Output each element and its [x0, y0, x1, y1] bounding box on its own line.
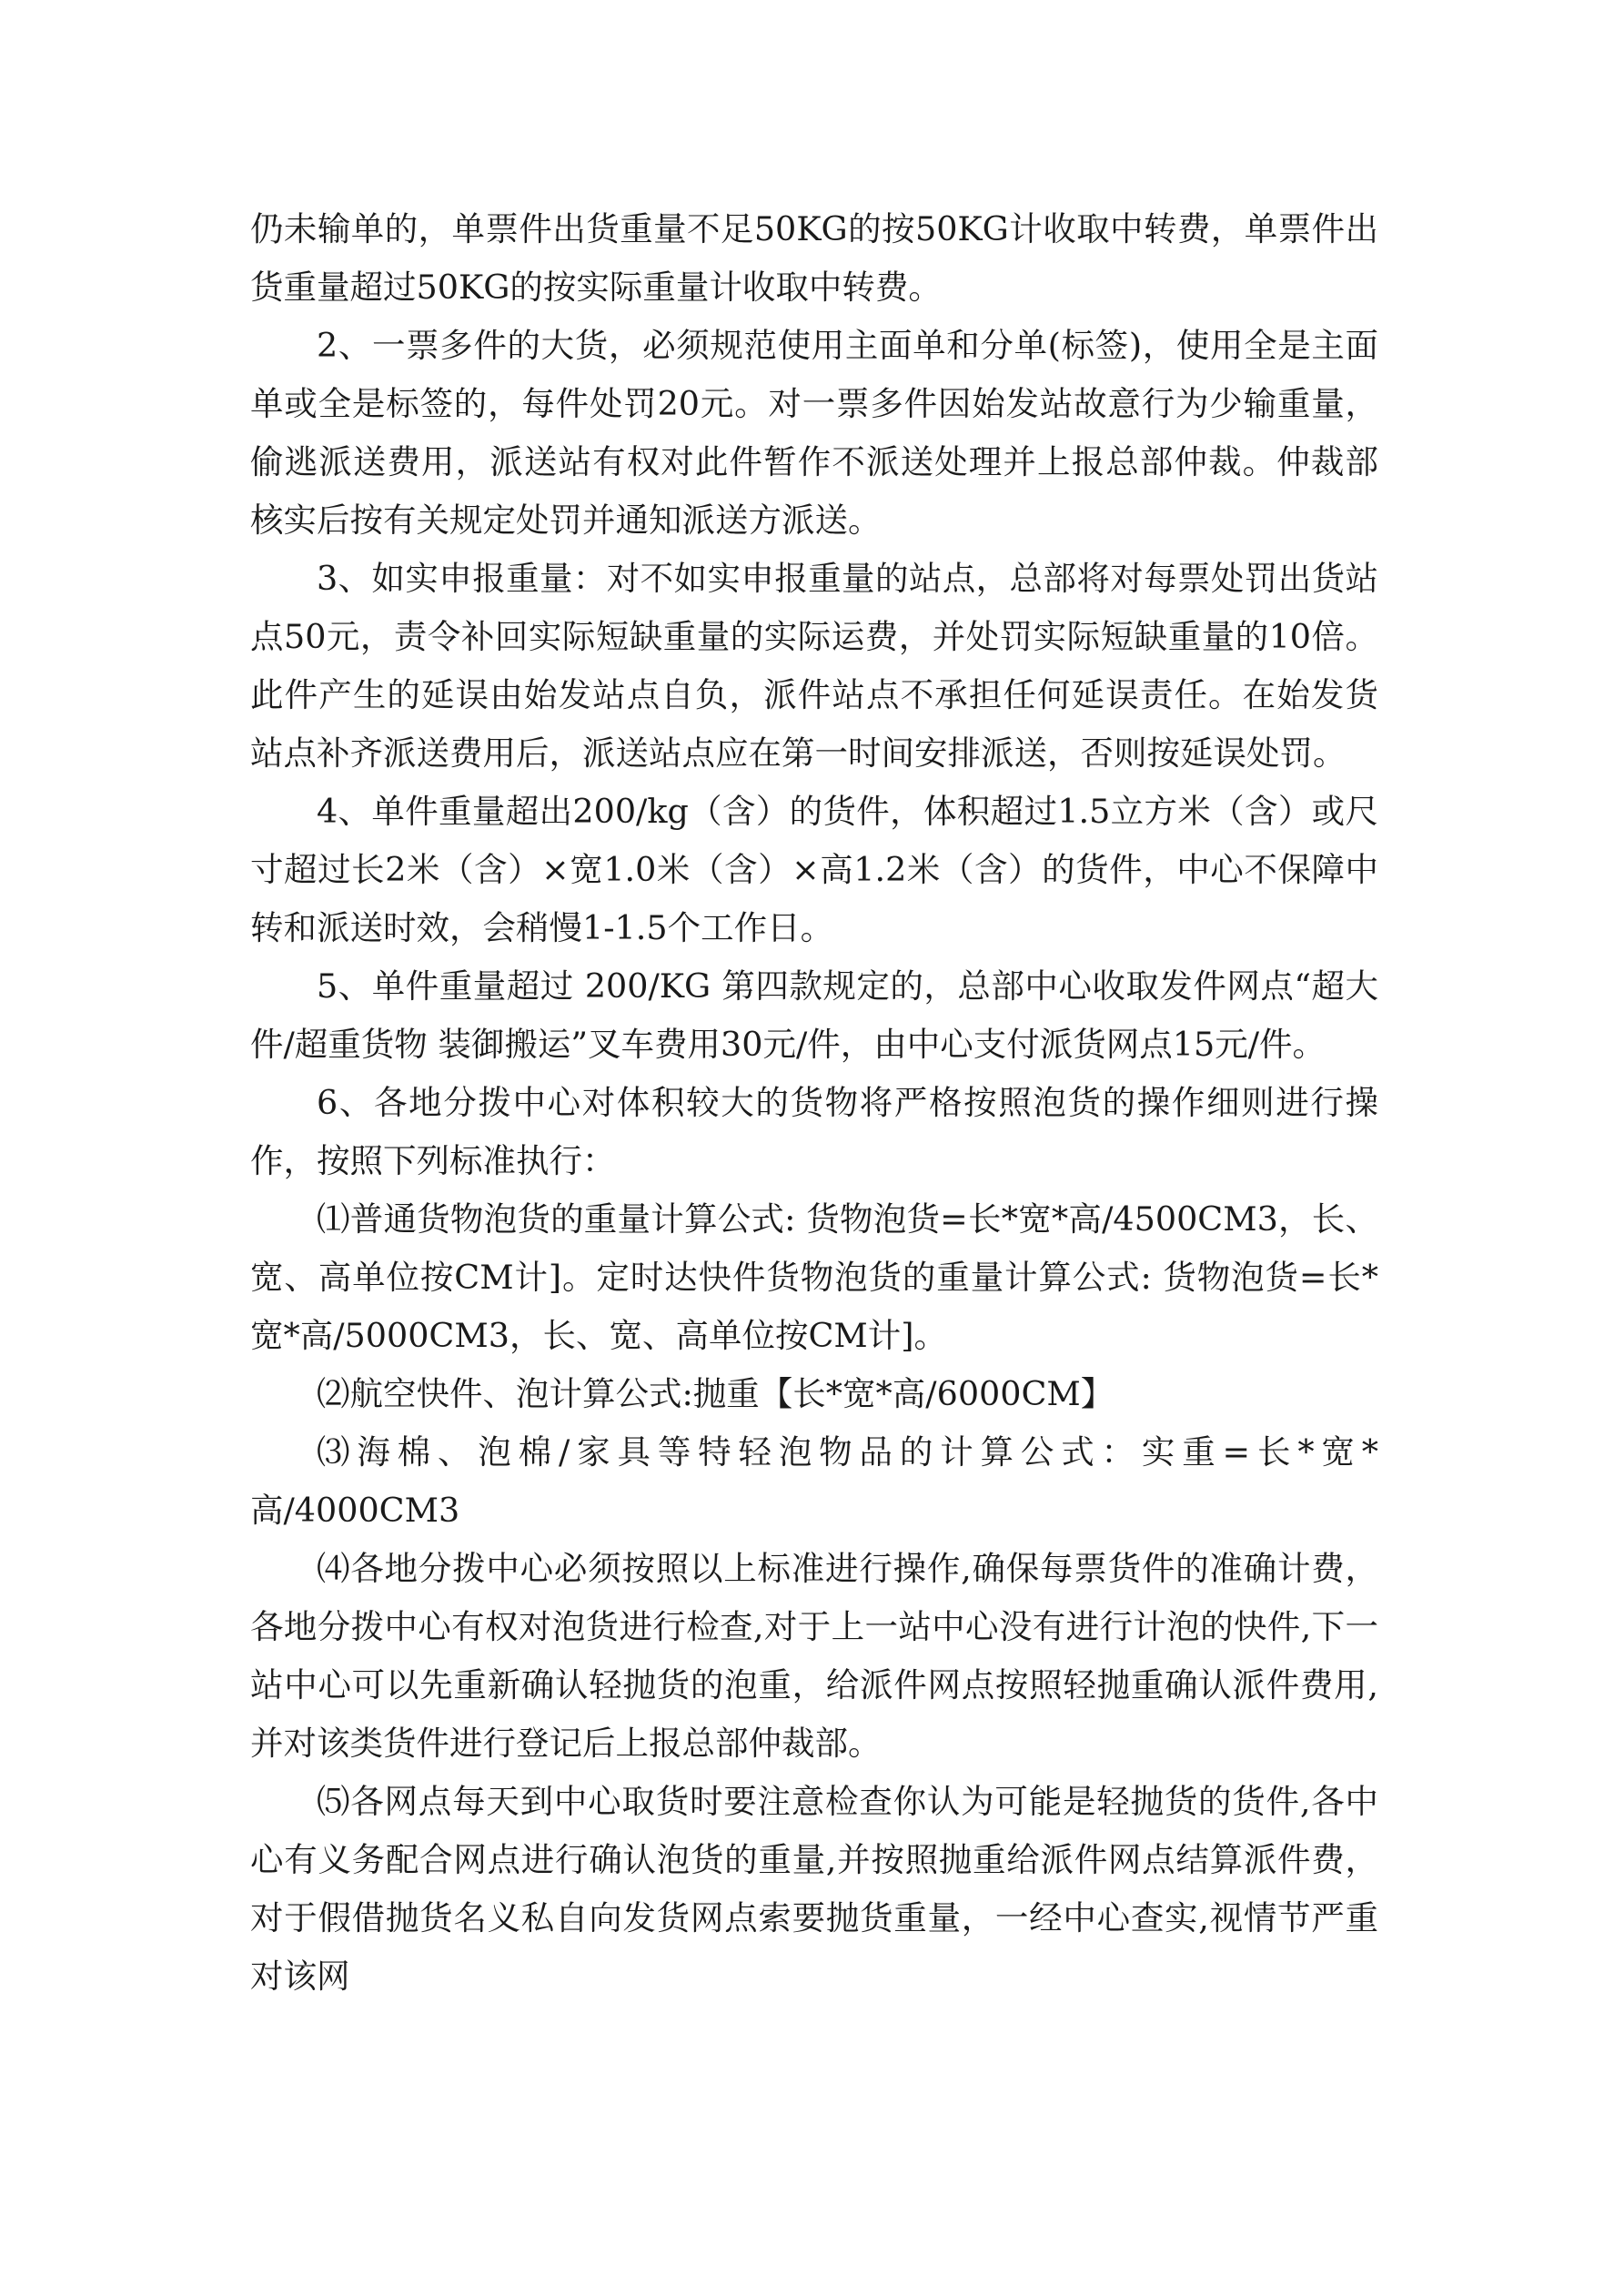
paragraph-item-2: 2、一票多件的大货，必须规范使用主面单和分单(标签)，使用全是主面单或全是标签的，每件处罚20元。对一票多件因始发站故意行为少输重量，偷逃派送费用，派送站有权对此件暂作不派送处理并上报总部仲裁。仲裁部核实后按有关规定处罚并通知派送方派送。 [250, 326, 1378, 540]
paragraph-subitem-4: ⑷各地分拨中心必须按照以上标准进行操作,确保每票货件的准确计费，各地分拨中心有权对泡货进行检查,对于上一站中心没有进行计泡的快件,下一站中心可以先重新确认轻抛货的泡重，给派件网点按照轻抛重确认派件费用,并对该类货件进行登记后上报总部仲裁部。 [250, 1549, 1378, 1763]
paragraph-subitem-5: ⑸各网点每天到中心取货时要注意检查你认为可能是轻抛货的货件,各中心有义务配合网点进行确认泡货的重量,并按照抛重给派件网点结算派件费，对于假借抛货名义私自向发货网点索要抛货重量，一经中心查实,视情节严重对该网 [250, 1782, 1378, 1996]
paragraph-subitem-2: ⑵航空快件、泡计算公式:抛重【长*宽*高/6000CM】 [317, 1374, 1115, 1413]
paragraph-subitem-1: ⑴普通货物泡货的重量计算公式: 货物泡货=长*宽*高/4500CM3，长、宽、高单位按CM计]。定时达快件货物泡货的重量计算公式: 货物泡货=长*宽*高/5000CM3，长、宽、高单位按CM计]。 [250, 1199, 1378, 1355]
paragraph-item-4: 4、单件重量超出200/kg（含）的货件，体积超过1.5立方米（含）或尺寸超过长2米（含）×宽1.0米（含）×高1.2米（含）的货件，中心不保障中转和派送时效，会稍慢1-1.5个工作日。 [250, 792, 1378, 947]
paragraph-subitem-3: ⑶海棉、泡棉/家具等特轻泡物品的计算公式：实重=长*宽*高/4000CM3 [250, 1432, 1378, 1530]
paragraph-continued-from-previous-page: 仍未输单的，单票件出货重量不足50KG的按50KG计收取中转费，单票件出货重量超过50KG的按实际重量计收取中转费。 [250, 209, 1378, 307]
paragraph-item-5: 5、单件重量超过 200/KG 第四款规定的，总部中心收取发件网点“超大件/超重货物 装御搬运”叉车费用30元/件，由中心支付派货网点15元/件。 [250, 966, 1378, 1064]
document-body [250, 200, 1378, 2006]
paragraph-item-3: 3、如实申报重量：对不如实申报重量的站点，总部将对每票处罚出货站点50元，责令补回实际短缺重量的实际运费，并处罚实际短缺重量的10倍。此件产生的延误由始发站点自负，派件站点不承担任何延误责任。在始发货站点补齐派送费用后，派送站点应在第一时间安排派送，否则按延误处罚。 [250, 559, 1378, 773]
paragraph-item-6: 6、各地分拨中心对体积较大的货物将严格按照泡货的操作细则进行操作，按照下列标准执行： [250, 1083, 1378, 1180]
